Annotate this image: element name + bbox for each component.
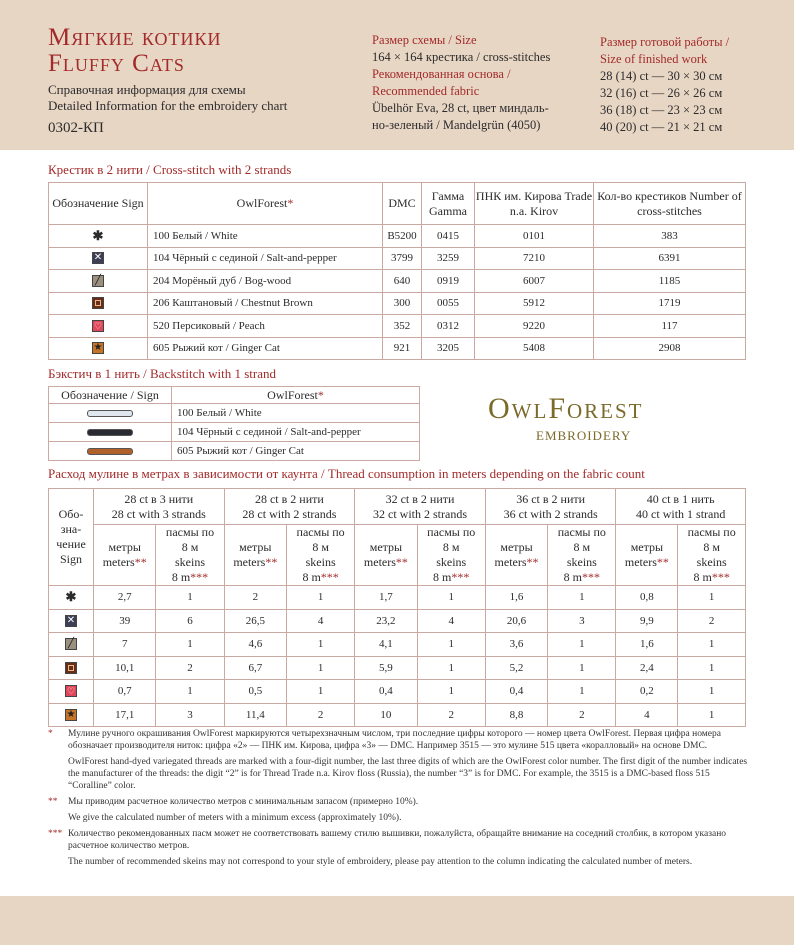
gamma-cell: 0415 — [422, 225, 475, 248]
size-value: 164 × 164 крестика / cross-stitches — [372, 50, 551, 64]
table-row — [49, 315, 746, 338]
meters-cell: 1,7 — [355, 586, 417, 610]
count-group-header: 32 ct в 2 нити 32 ct with 2 strands — [355, 489, 486, 525]
skeins-cell: 2 — [287, 703, 355, 727]
back-section-title: Бэкстич в 1 нить / Backstitch with 1 strand — [48, 366, 277, 381]
meters-header: метры meters** — [94, 525, 156, 586]
footnote-text: Мы приводим расчетное количество метров с минимальным запасом (примерно 10%). — [68, 797, 419, 807]
line-sign-cell — [49, 404, 172, 423]
meters-cell: 4,1 — [355, 633, 417, 657]
skeins-cell: 1 — [417, 633, 485, 657]
kirov-cell: 6007 — [475, 270, 594, 293]
skeins-cell: 1 — [156, 633, 224, 657]
thread-name: 605 Рыжий кот / Ginger Cat — [148, 337, 383, 360]
table-row — [49, 225, 746, 248]
finished-label-1: Размер готовой работы / — [600, 35, 730, 49]
skeins-cell: 1 — [678, 703, 746, 727]
fabric-label-2: Recommended fabric — [372, 84, 480, 98]
col-owlforest: OwlForest* — [172, 387, 420, 404]
skeins-cell: 4 — [417, 609, 485, 633]
thread-name: 104 Чёрный с сединой / Salt-and-pepper — [172, 423, 420, 442]
kirov-cell: 9220 — [475, 315, 594, 338]
title-en: Fluffy Cats — [48, 50, 185, 77]
meters-cell: 23,2 — [355, 609, 417, 633]
meters-cell: 1,6 — [485, 586, 547, 610]
sign-cell — [49, 247, 148, 270]
table-row — [49, 423, 420, 442]
table-row — [49, 270, 746, 293]
skeins-cell: 2 — [678, 609, 746, 633]
thread-name: 204 Морёный дуб / Bog-wood — [148, 270, 383, 293]
footnote-text: The number of recommended skeins may not correspond to your style of embroidery, please pay attention to the column indicating the calculated number of meters. — [68, 857, 693, 867]
kirov-cell: 5408 — [475, 337, 594, 360]
footnote-text: Мулине ручного окрашивания OwlForest маркируются четырехзначным числом, три последние цифры которого — номер цвета OwlForest. Первая цифра номера обозначает производителя ниток: цифра «2» — ПНК им. Кирова, цифра «3» — DMC. Например 3515 — это мулине 515 цвета «коралловый» на основе DMC. — [68, 729, 721, 751]
thread-name: 100 Белый / White — [172, 404, 420, 423]
table-row — [49, 656, 746, 680]
skeins-cell: 3 — [548, 609, 616, 633]
sign-cell — [49, 292, 148, 315]
white-symbol-icon: ✱ — [92, 227, 104, 243]
sign-cell — [49, 680, 94, 704]
col-sign: Обо-зна-чение Sign — [49, 489, 94, 586]
footnote-marker: ** — [48, 797, 58, 807]
skeins-cell: 1 — [417, 680, 485, 704]
skeins-header: пасмы по 8 м skeins 8 m*** — [287, 525, 355, 586]
logo-sub: EMBROIDERY — [536, 428, 632, 443]
table-row — [49, 404, 420, 423]
cross-stitch-table — [48, 182, 746, 360]
fabric-label-1: Рекомендованная основа / — [372, 67, 511, 81]
meters-cell: 11,4 — [224, 703, 286, 727]
chart-code: 0302-КП — [48, 120, 104, 136]
meters-cell: 4,6 — [224, 633, 286, 657]
col-sign: Обозначение / Sign — [49, 387, 172, 404]
meters-cell: 0,4 — [355, 680, 417, 704]
meters-cell: 2,4 — [616, 656, 678, 680]
gamma-cell: 0919 — [422, 270, 475, 293]
count-cell: 2908 — [594, 337, 746, 360]
header — [0, 0, 794, 150]
meters-cell: 9,9 — [616, 609, 678, 633]
meters-cell: 5,2 — [485, 656, 547, 680]
sign-cell — [49, 315, 148, 338]
salt-pepper-symbol-icon: ✕ — [66, 614, 76, 626]
count-cell: 6391 — [594, 247, 746, 270]
sign-cell — [49, 703, 94, 727]
footnote-text: OwlForest hand-dyed variegated threads are marked with a four-digit number, the last three digits of which are the OwlForest color number. The first digit of the number indicates the manufacturer of the threads: the digit “2” is for Thread Trade n.a. Kirov floss (Russia), the number “3” is for DMC. For example, the 3515 is a DMC-based floss 515 “Coralline” color. — [68, 757, 748, 791]
finished-label-2: Size of finished work — [600, 52, 708, 66]
dmc-cell: 921 — [383, 337, 422, 360]
sign-cell — [49, 656, 94, 680]
table-row — [49, 703, 746, 727]
ginger-symbol-icon: ★ — [93, 342, 103, 354]
meters-cell: 8,8 — [485, 703, 547, 727]
peach-symbol-icon: ♡ — [66, 686, 76, 697]
skeins-header: пасмы по 8 м skeins 8 m*** — [548, 525, 616, 586]
meters-cell: 0,2 — [616, 680, 678, 704]
meters-cell: 20,6 — [485, 609, 547, 633]
gamma-cell: 0055 — [422, 292, 475, 315]
col-count: Кол-во крестиков Number of cross-stitches — [594, 183, 746, 225]
thread-name: 605 Рыжий кот / Ginger Cat — [172, 442, 420, 461]
skeins-cell: 1 — [678, 586, 746, 610]
finished-row: 32 (16) ct — 26 × 26 см — [600, 86, 723, 100]
meters-cell: 2,7 — [94, 586, 156, 610]
col-gamma: Гамма Gamma — [422, 183, 475, 225]
meters-cell: 4 — [616, 703, 678, 727]
kirov-cell: 5912 — [475, 292, 594, 315]
peach-symbol-icon: ♡ — [93, 320, 103, 331]
count-group-header: 28 ct в 2 нити 28 ct with 2 strands — [224, 489, 355, 525]
skeins-cell: 4 — [287, 609, 355, 633]
meters-header: метры meters** — [355, 525, 417, 586]
subtitle-ru: Справочная информация для схемы — [48, 82, 246, 97]
consumption-section-title: Расход мулине в метрах в зависимости от каунта / Thread consumption in meters depending on the fabric count — [48, 466, 645, 481]
fabric-value-1: Übelhör Eva, 28 ct, цвет миндаль- — [372, 101, 549, 115]
meters-cell: 0,8 — [616, 586, 678, 610]
footnote — [48, 796, 748, 824]
line-sign-cell — [49, 442, 172, 461]
table-row — [49, 633, 746, 657]
meters-cell: 10 — [355, 703, 417, 727]
footnote-marker: *** — [48, 829, 63, 839]
sign-cell — [49, 337, 148, 360]
dmc-cell: 300 — [383, 292, 422, 315]
finished-size-info — [600, 34, 729, 136]
meters-cell: 7 — [94, 633, 156, 657]
skeins-cell: 3 — [156, 703, 224, 727]
skeins-cell: 1 — [287, 656, 355, 680]
col-dmc: DMC — [383, 183, 422, 225]
col-owlforest: OwlForest* — [148, 183, 383, 225]
count-cell: 117 — [594, 315, 746, 338]
sign-cell — [49, 225, 148, 248]
skeins-cell: 1 — [156, 586, 224, 610]
count-cell: 1185 — [594, 270, 746, 293]
chestnut-symbol-icon — [92, 297, 104, 309]
salt-pepper-symbol-icon: ✕ — [93, 252, 103, 264]
thread-name: 100 Белый / White — [148, 225, 383, 248]
skeins-cell: 1 — [287, 633, 355, 657]
count-group-header: 36 ct в 2 нити 36 ct with 2 strands — [485, 489, 616, 525]
table-row — [49, 337, 746, 360]
bog-wood-symbol-icon: ╱ — [65, 638, 77, 650]
ginger-symbol-icon: ★ — [66, 708, 76, 720]
dmc-cell: 352 — [383, 315, 422, 338]
consumption-table — [48, 488, 746, 727]
skeins-cell: 2 — [548, 703, 616, 727]
footnote — [48, 828, 748, 868]
sign-cell — [49, 633, 94, 657]
col-kirov: ПНК им. Кирова Trade n.a. Kirov — [475, 183, 594, 225]
skeins-cell: 1 — [287, 680, 355, 704]
thread-name: 520 Персиковый / Peach — [148, 315, 383, 338]
skeins-cell: 1 — [678, 656, 746, 680]
meters-cell: 17,1 — [94, 703, 156, 727]
meters-cell: 10,1 — [94, 656, 156, 680]
size-info — [372, 32, 550, 134]
kirov-cell: 7210 — [475, 247, 594, 270]
finished-row: 40 (20) ct — 21 × 21 см — [600, 120, 723, 134]
table-row — [49, 680, 746, 704]
footnote-text: Количество рекомендованных пасм может не соответствовать вашему стилю вышивки, пожалуйста, обращайте внимание на соседний столбик, в котором указано расчетное количество метров. — [68, 829, 727, 851]
skeins-cell: 1 — [678, 680, 746, 704]
skeins-cell: 1 — [678, 633, 746, 657]
thread-name: 104 Чёрный с сединой / Salt-and-pepper — [148, 247, 383, 270]
footnotes — [48, 728, 748, 872]
backstitch-line-icon — [87, 429, 133, 436]
skeins-cell: 1 — [548, 633, 616, 657]
subtitle-en: Detailed Information for the embroidery chart — [48, 98, 288, 113]
meters-header: метры meters** — [485, 525, 547, 586]
thread-name: 206 Каштановый / Chestnut Brown — [148, 292, 383, 315]
finished-row: 28 (14) ct — 30 × 30 см — [600, 69, 723, 83]
backstitch-line-icon — [87, 448, 133, 455]
meters-cell: 0,5 — [224, 680, 286, 704]
dmc-cell: 640 — [383, 270, 422, 293]
col-sign: Обозначение Sign — [49, 183, 148, 225]
meters-header: метры meters** — [616, 525, 678, 586]
footnote — [48, 728, 748, 792]
count-cell: 1719 — [594, 292, 746, 315]
skeins-cell: 1 — [417, 586, 485, 610]
backstitch-line-icon — [87, 410, 133, 417]
skeins-cell: 1 — [417, 656, 485, 680]
meters-cell: 0,7 — [94, 680, 156, 704]
count-group-header: 28 ct в 3 нити 28 ct with 3 strands — [94, 489, 225, 525]
skeins-cell: 1 — [548, 656, 616, 680]
table-row — [49, 247, 746, 270]
footnote-marker: * — [48, 729, 53, 739]
title-ru: Мягкие котики — [48, 24, 222, 51]
skeins-cell: 2 — [156, 656, 224, 680]
bog-wood-symbol-icon: ╱ — [92, 275, 104, 287]
skeins-header: пасмы по 8 м skeins 8 m*** — [156, 525, 224, 586]
meters-cell: 1,6 — [616, 633, 678, 657]
dmc-cell: B5200 — [383, 225, 422, 248]
gamma-cell: 0312 — [422, 315, 475, 338]
footnote-text: We give the calculated number of meters with a minimum excess (approximately 10%). — [68, 813, 402, 823]
meters-cell: 3,6 — [485, 633, 547, 657]
gamma-cell: 3205 — [422, 337, 475, 360]
skeins-cell: 6 — [156, 609, 224, 633]
sign-cell — [49, 270, 148, 293]
skeins-cell: 1 — [287, 586, 355, 610]
count-cell: 383 — [594, 225, 746, 248]
meters-cell: 26,5 — [224, 609, 286, 633]
owlforest-logo — [488, 392, 644, 443]
line-sign-cell — [49, 423, 172, 442]
meters-cell: 39 — [94, 609, 156, 633]
table-row — [49, 586, 746, 610]
kirov-cell: 0101 — [475, 225, 594, 248]
finished-row: 36 (18) ct — 23 × 23 см — [600, 103, 723, 117]
dmc-cell: 3799 — [383, 247, 422, 270]
size-label: Размер схемы / Size — [372, 33, 477, 47]
meters-cell: 6,7 — [224, 656, 286, 680]
table-row — [49, 442, 420, 461]
meters-cell: 2 — [224, 586, 286, 610]
skeins-cell: 1 — [548, 680, 616, 704]
skeins-cell: 1 — [548, 586, 616, 610]
table-row — [49, 609, 746, 633]
sign-cell — [49, 586, 94, 610]
count-group-header: 40 ct в 1 нить 40 ct with 1 strand — [616, 489, 746, 525]
cross-section-title: Крестик в 2 нити / Cross-stitch with 2 strands — [48, 162, 292, 177]
chestnut-symbol-icon — [65, 662, 77, 674]
meters-cell: 5,9 — [355, 656, 417, 680]
skeins-cell: 2 — [417, 703, 485, 727]
skeins-header: пасмы по 8 м skeins 8 m*** — [417, 525, 485, 586]
gamma-cell: 3259 — [422, 247, 475, 270]
skeins-cell: 1 — [156, 680, 224, 704]
meters-cell: 0,4 — [485, 680, 547, 704]
sign-cell — [49, 609, 94, 633]
skeins-header: пасмы по 8 м skeins 8 m*** — [678, 525, 746, 586]
backstitch-table — [48, 386, 420, 461]
fabric-value-2: но-зеленый / Mandelgrün (4050) — [372, 118, 541, 132]
table-row — [49, 292, 746, 315]
white-symbol-icon: ✱ — [65, 589, 77, 605]
meters-header: метры meters** — [224, 525, 286, 586]
logo-main: OwlForest — [488, 392, 644, 425]
